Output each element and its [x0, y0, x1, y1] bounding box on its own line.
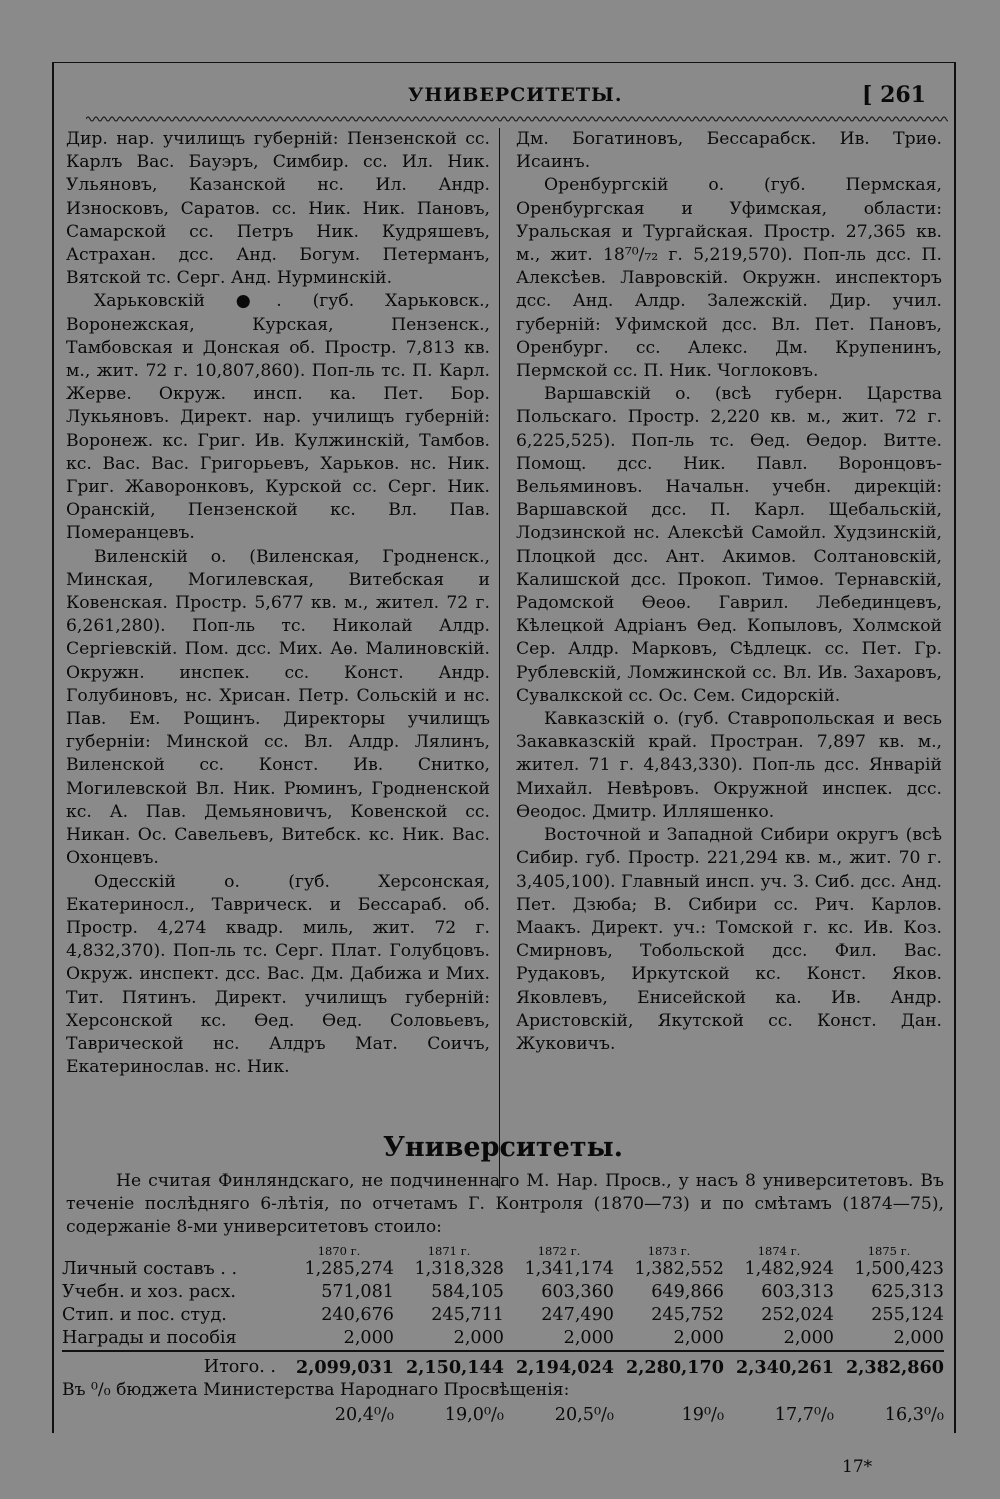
- table-cell: 2,000: [893, 1328, 944, 1348]
- total-cell: 2,280,170: [614, 1351, 724, 1379]
- paragraph: Дм. Богатиновъ, Бессарабск. Ив. Триѳ. Исаинъ.: [516, 129, 942, 173]
- table-cell: 2,000: [563, 1328, 614, 1348]
- year-header: 1873 г.: [647, 1244, 691, 1258]
- table-cell: 2,000: [783, 1328, 834, 1348]
- row-label: Личный составъ . .: [62, 1259, 238, 1279]
- total-cell: 2,150,144: [394, 1351, 504, 1379]
- budget-share-value: 16,3⁰/₀: [884, 1405, 944, 1425]
- row-label: Стип. и пос. студ.: [62, 1305, 227, 1325]
- table-cell: 1,500,423: [854, 1259, 944, 1279]
- budget-share-value: 17,7⁰/₀: [774, 1405, 834, 1425]
- paragraph: Одесскій о. (губ. Херсонская, Екатериносл., Таврическ. и Бессараб. об. Простр. 4,274 квадр. миль, жит. 72 г. 4,832,370). Поп-ль тс. Серг. Плат. Голубцовъ. Окруж. инспект. дсс. Вас. Дм. Дабижа и Мих. Тит. Пятинъ. Директ. училищъ губерній: Херсонской кс. Ѳед. Ѳед. Соловьевъ, Таврической нс. Алдръ Мат. Соичъ, Екатеринослав. нс. Ник.: [66, 871, 490, 1078]
- section-intro: Не считая Финляндскаго, не подчиненнаго М. Нар. Просв., у насъ 8 университетовъ. Въ теченіе послѣдняго 6-лѣтія, по отчетамъ Г. Контроля (1870—73) и по смѣтамъ (1874—75), содержаніе 8-ми университетовъ стоило:: [66, 1171, 944, 1237]
- table-cell: 2,000: [673, 1328, 724, 1348]
- table-cell: 571,081: [321, 1282, 394, 1302]
- year-header: 1872 г.: [537, 1244, 581, 1258]
- budget-share-value: 19,0⁰/₀: [444, 1405, 504, 1425]
- running-title: УНИВЕРСИТЕТЫ.: [408, 84, 623, 106]
- table-row: [62, 1304, 944, 1327]
- table-cell: 255,124: [871, 1305, 944, 1325]
- budget-share-label: Въ ⁰/₀ бюджета Министерства Народнаго Просвѣщенія:: [62, 1380, 570, 1400]
- paragraph: Дир. нар. училищъ губерній: Пензенской сс. Карлъ Вас. Бауэръ, Симбир. сс. Ил. Ник. Ульяновъ, Казанской нс. Ил. Андр. Износковъ, Саратов. сс. Ник. Ник. Пановъ, Самарской сс. Петръ Ник. Кудряшевъ, Астрахан. дсс. Анд. Богум. Петерманъ, Вятской тс. Серг. Анд. Нурминскій.: [66, 129, 490, 289]
- column-divider: [499, 128, 500, 1188]
- total-cell: 2,099,031: [284, 1351, 394, 1379]
- table-cell: 603,360: [541, 1282, 614, 1302]
- table-row: [62, 1327, 944, 1351]
- table-year-row: [62, 1244, 944, 1258]
- year-header: 1875 г.: [867, 1244, 911, 1258]
- signature-mark: 17*: [842, 1457, 873, 1477]
- table-cell: 2,000: [343, 1328, 394, 1348]
- budget-table: [62, 1244, 944, 1379]
- table-cell: 245,711: [431, 1305, 504, 1325]
- page-header: [52, 84, 954, 114]
- right-column: [516, 128, 942, 1056]
- table-cell: 1,285,274: [304, 1259, 394, 1279]
- row-label: Учебн. и хоз. расх.: [62, 1282, 236, 1302]
- table-cell: 240,676: [321, 1305, 394, 1325]
- year-header: 1870 г.: [317, 1244, 361, 1258]
- table-cell: 1,341,174: [524, 1259, 614, 1279]
- table-cell: 1,382,552: [634, 1259, 724, 1279]
- table-row: [62, 1281, 944, 1304]
- table-cell: 603,313: [761, 1282, 834, 1302]
- paragraph: Харьковскій ●. (губ. Харьковск., Воронежская, Курская, Пензенск., Тамбовская и Донская об. Простр. 7,813 кв. м., жит. 72 г. 10,807,860). Поп-ль тс. П. Карл. Жерве. Окруж. инсп. ка. Пет. Бор. Лукьяновъ. Директ. нар. училищъ губерній: Воронеж. кс. Григ. Ив. Кулжинскій, Тамбов. кс. Вас. Вас. Григорьевъ, Харьков. нс. Ник. Григ. Жаворонковъ, Курской сс. Серг. Ник. Оранскій, Пензенской кс. Вл. Пав. Померанцевъ.: [66, 291, 490, 544]
- paragraph: Кавказскій о. (губ. Ставропольская и весь Закавказскій край. Простран. 7,897 кв. м., жител. 71 г. 4,843,330). Поп-ль дсс. Январій Михайл. Невѣровъ. Окружной инспек. дсс. Ѳеодос. Дмитр. Илляшенко.: [516, 709, 942, 822]
- total-label: Итого. .: [62, 1351, 284, 1379]
- row-label: Награды и пособія: [62, 1328, 237, 1348]
- year-header: 1874 г.: [757, 1244, 801, 1258]
- left-column: [66, 128, 490, 1079]
- total-cell: 2,194,024: [504, 1351, 614, 1379]
- paragraph: Варшавскій о. (всѣ губерн. Царства Польскаго. Простр. 2,220 кв. м., жит. 72 г. 6,225,525). Поп-ль тс. Ѳед. Ѳедор. Витте. Помощ. дсс. Ник. Павл. Воронцовъ-Вельяминовъ. Начальн. учебн. дирекцій: Варшавской дсс. П. Карл. Щебальскій, Лодзинской нс. Алексѣй Самойл. Худзинскій, Плоцкой дсс. Ант. Акимов. Солтановскій, Калишской дсс. Прокоп. Тимоѳ. Тернавскій, Радомской Ѳеоѳ. Гаврил. Лебединцевъ, Кѣлецкой Адріанъ Ѳед. Копыловъ, Холмской Сер. Алдр. Марковъ, Сѣдлецк. сс. Пет. Гр. Рублевскій, Ломжинской сс. Вл. Ив. Захаровъ, Сувалкской сс. Ос. Сем. Сидорскій.: [516, 384, 942, 706]
- table-cell: 252,024: [761, 1305, 834, 1325]
- page-number: [ 261: [862, 82, 926, 108]
- total-cell: 2,382,860: [834, 1351, 944, 1379]
- table-cell: 2,000: [453, 1328, 504, 1348]
- total-cell: 2,340,261: [724, 1351, 834, 1379]
- page: [52, 62, 954, 1477]
- year-header: 1871 г.: [427, 1244, 471, 1258]
- table-cell: 625,313: [871, 1282, 944, 1302]
- section-title: Университеты.: [382, 1132, 624, 1163]
- budget-share-value: 20,4⁰/₀: [334, 1405, 394, 1425]
- table-cell: 1,318,328: [414, 1259, 504, 1279]
- table-row: [62, 1258, 944, 1281]
- paragraph: Восточной и Западной Сибири округъ (всѣ Сибир. губ. Простр. 221,294 кв. м., жит. 70 г. 3,405,100). Главный инсп. уч. З. Сиб. дсс. Анд. Пет. Дзюба; В. Сибири сс. Рич. Карлов. Маакъ. Директ. уч.: Томской г. кс. Ив. Коз. Смирновъ, Тобольской дсс. Фил. Вас. Рудаковъ, Иркутской кс. Конст. Яков. Яковлевъ, Енисейской ка. Ив. Андр. Аристовскій, Якутской сс. Конст. Дан. Жуковичъ.: [516, 825, 942, 1054]
- budget-share-value: 19⁰/₀: [681, 1405, 724, 1425]
- header-wave-rule: [86, 114, 948, 124]
- table-cell: 247,490: [541, 1305, 614, 1325]
- table-cell: 649,866: [651, 1282, 724, 1302]
- paragraph: Оренбургскій о. (губ. Пермская, Оренбургская и Уфимская, области: Уральская и Тургайская. Простр. 27,365 кв. м., жит. 18⁷⁰/₇₂ г. 5,219,570). Поп-ль дсс. П. Алексѣев. Лавровскій. Окружн. инспекторъ дсс. Анд. Алдр. Залежскій. Дир. учил. губерній: Уфимской дсс. Вл. Пет. Пановъ, Оренбург. сс. Алекс. Дм. Крупенинъ, Пермской сс. П. Ник. Чоглоковъ.: [516, 175, 942, 382]
- budget-share-value: 20,5⁰/₀: [554, 1405, 614, 1425]
- table-cell: 1,482,924: [744, 1259, 834, 1279]
- table-cell: 584,105: [431, 1282, 504, 1302]
- table-cell: 245,752: [651, 1305, 724, 1325]
- paragraph: Виленскій о. (Виленская, Гродненск., Минская, Могилевская, Витебская и Ковенская. Простр. 5,677 кв. м., жител. 72 г. 6,261,280). Поп-ль тс. Николай Алдр. Сергіевскій. Пом. дсс. Мих. Аѳ. Малиновскій. Окружн. инспек. сс. Конст. Андр. Голубиновъ, нс. Хрисан. Петр. Сольскій и нс. Пав. Ем. Рощинъ. Директоры училищъ губерніи: Минской сс. Вл. Алдр. Лялинъ, Виленской сс. Конст. Ив. Снитко, Могилевской Вл. Ник. Рюминъ, Гродненской кс. А. Пав. Демьяновичъ, Ковенской сс. Никан. Ос. Савельевъ, Витебск. кс. Ник. Вас. Охонцевъ.: [66, 546, 490, 869]
- table-total-row: [62, 1351, 944, 1379]
